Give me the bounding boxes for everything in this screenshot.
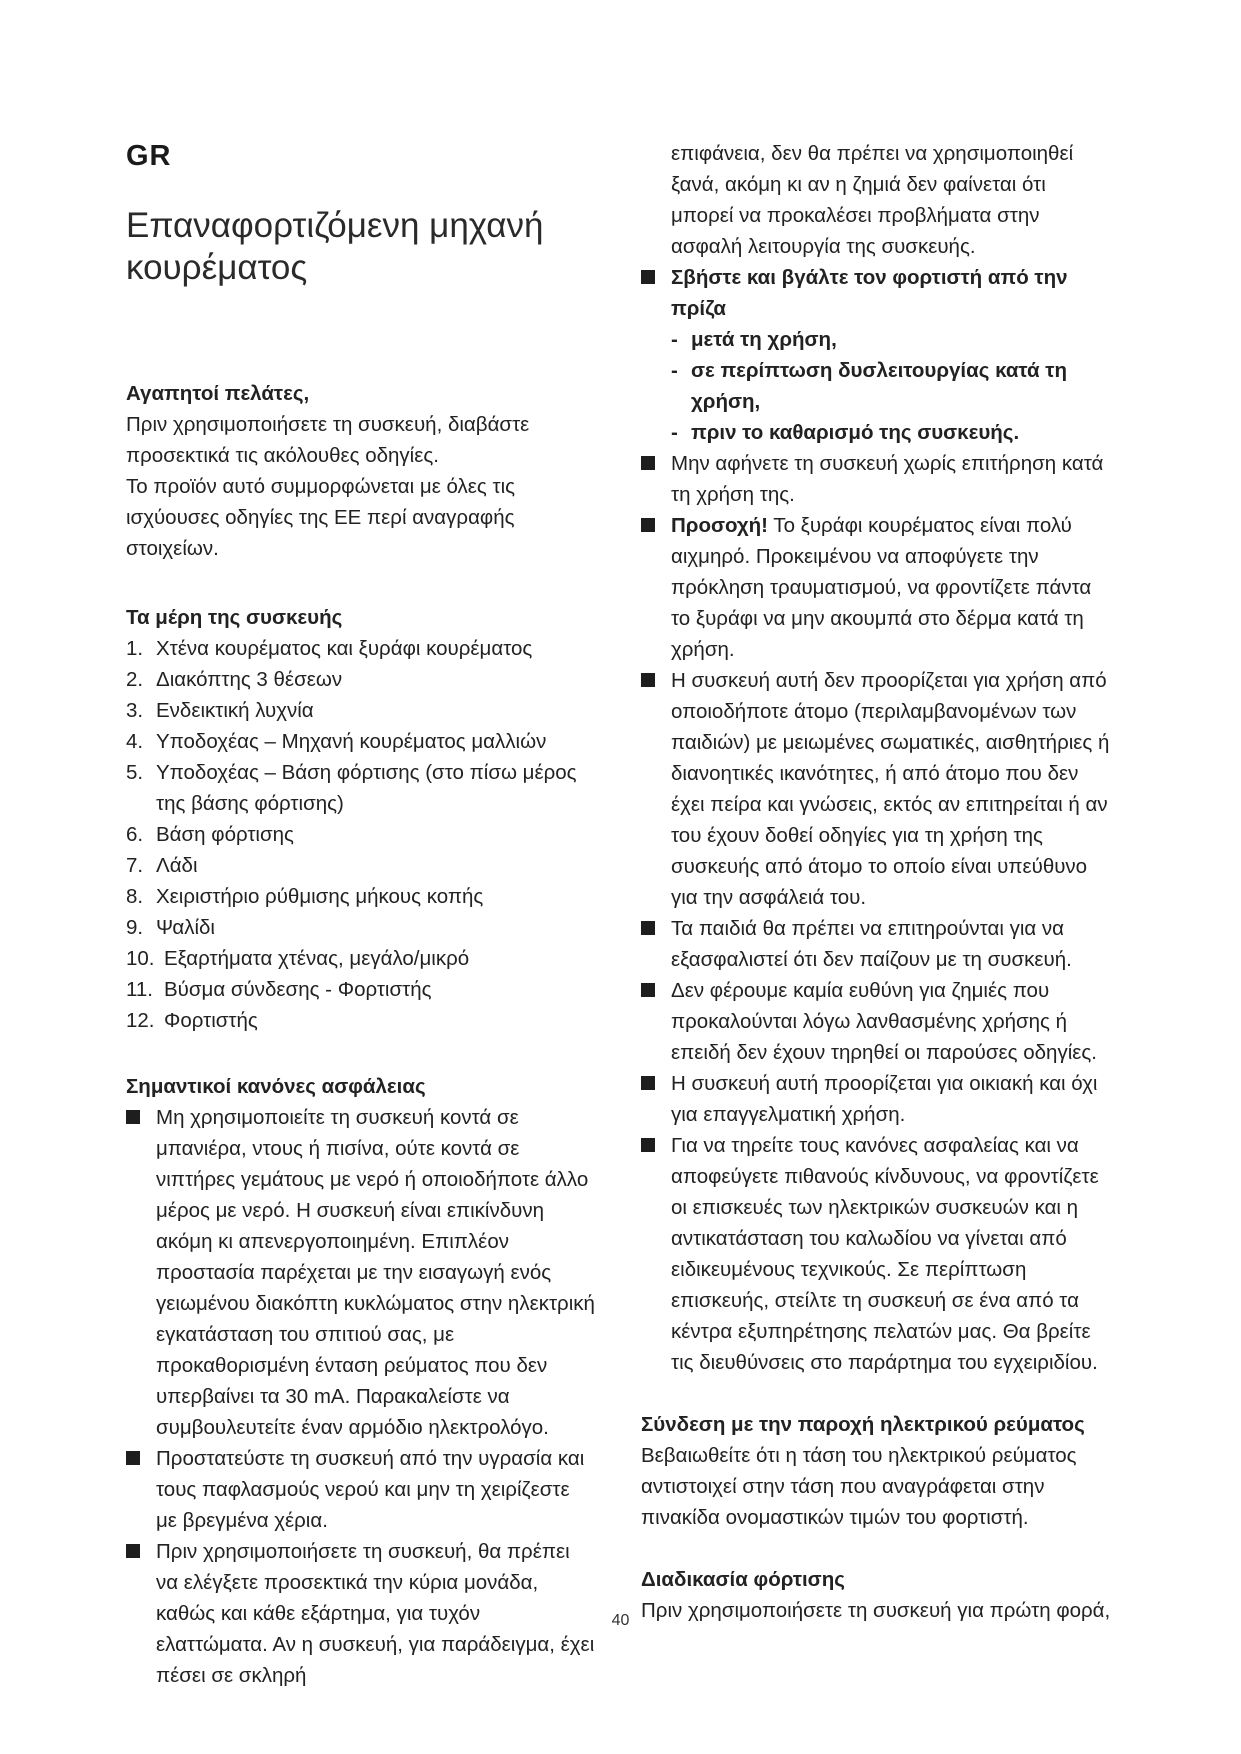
safety-rule-text: Σβήστε και βγάλτε τον φορτιστή από την πρίζα bbox=[671, 266, 1068, 320]
list-item-text: Εξαρτήματα χτένας, μεγάλο/μικρό bbox=[164, 947, 470, 970]
list-item-text: Ενδεικτική λυχνία bbox=[156, 699, 314, 722]
safety-rule-text: Το ξυράφι κουρέματος είναι πολύ αιχμηρό. Προκειμένου να αποφύγετε την πρόκληση τραυματισμού, να φροντίζετε πάντα το ξυράφι να μην ακουμπά στο δέρμα κατά τη χρήση. bbox=[671, 514, 1092, 661]
list-item-number: 4. bbox=[126, 730, 144, 753]
list-item bbox=[641, 1068, 1111, 1130]
dash-item-text: μετά τη χρήση, bbox=[691, 328, 837, 351]
list-item bbox=[126, 757, 596, 819]
list-item-number: 10. bbox=[126, 947, 155, 970]
list-item-number: 5. bbox=[126, 761, 144, 784]
safety-rule-text: επιφάνεια, δεν θα πρέπει να χρησιμοποιηθεί ξανά, ακόμη κι αν η ζημιά δεν φαίνεται ότι μπορεί να προκαλέσει προβλήματα στην ασφαλή λειτουργία της συσκευής. bbox=[671, 142, 1074, 258]
list-item-text: Διακόπτης 3 θέσεων bbox=[156, 668, 343, 691]
list-item-number: 6. bbox=[126, 823, 144, 846]
right-column bbox=[641, 138, 1111, 1626]
parts-heading: Τα μέρη της συσκευής bbox=[126, 606, 343, 629]
safety-rule-text: Δεν φέρουμε καμία ευθύνη για ζημιές που προκαλούνται λόγω λανθασμένης χρήσης ή επειδή δεν έχουν τηρηθεί οι παρούσες οδηγίες. bbox=[671, 979, 1097, 1064]
list-item-number: 1. bbox=[126, 637, 144, 660]
parts-list bbox=[126, 633, 596, 1036]
square-bullet-icon bbox=[641, 673, 655, 687]
list-item bbox=[126, 819, 596, 850]
list-item bbox=[641, 665, 1111, 913]
square-bullet-icon bbox=[641, 456, 655, 470]
list-item bbox=[641, 510, 1111, 665]
unplug-conditions bbox=[641, 324, 1111, 448]
left-column bbox=[126, 378, 596, 1691]
list-item-text: Υποδοχέας – Μηχανή κουρέματος μαλλιών bbox=[156, 730, 547, 753]
list-item bbox=[126, 695, 596, 726]
list-item-number: 2. bbox=[126, 668, 144, 691]
safety-list-right bbox=[641, 138, 1111, 1378]
list-item bbox=[126, 850, 596, 881]
list-item-number: 3. bbox=[126, 699, 144, 722]
safety-rule-text: Τα παιδιά θα πρέπει να επιτηρούνται για να εξασφαλιστεί ότι δεν παίζουν με τη συσκευή. bbox=[671, 917, 1072, 971]
square-bullet-icon bbox=[126, 1451, 140, 1465]
list-item bbox=[126, 664, 596, 695]
language-code: GR bbox=[126, 140, 172, 172]
dash-item-text: σε περίπτωση δυσλειτουργίας κατά τη χρήση, bbox=[691, 359, 1067, 413]
list-item-number: 12. bbox=[126, 1009, 155, 1032]
intro-paragraph-1: Πριν χρησιμοποιήσετε τη συσκευή, διαβάστε προσεκτικά τις ακόλουθες οδηγίες. bbox=[126, 413, 530, 467]
square-bullet-icon bbox=[126, 1110, 140, 1124]
dash-item-text: πριν το καθαρισμό της συσκευής. bbox=[691, 421, 1020, 444]
list-item-text: Ψαλίδι bbox=[156, 916, 215, 939]
list-item bbox=[126, 881, 596, 912]
square-bullet-icon bbox=[641, 983, 655, 997]
power-paragraph: Βεβαιωθείτε ότι η τάση του ηλεκτρικού ρεύματος αντιστοιχεί στην τάση που αναγράφεται στην πινακίδα ονομαστικών τιμών του φορτιστή. bbox=[641, 1444, 1077, 1529]
safety-rule-text: Προστατεύστε τη συσκευή από την υγρασία και τους παφλασμούς νερού και μην τη χειρίζεστε με βρεγμένα χέρια. bbox=[156, 1447, 585, 1532]
intro-paragraph-2: Το προϊόν αυτό συμμορφώνεται με όλες τις ισχύουσες οδηγίες της ΕΕ περί αναγραφής στοιχείων. bbox=[126, 475, 516, 560]
list-item bbox=[641, 913, 1111, 975]
list-item-text: Λάδι bbox=[156, 854, 198, 877]
page-number: 40 bbox=[611, 1612, 630, 1629]
list-item bbox=[641, 448, 1111, 510]
square-bullet-icon bbox=[641, 921, 655, 935]
square-bullet-icon bbox=[641, 270, 655, 284]
list-item bbox=[126, 1005, 596, 1036]
list-item-number: 8. bbox=[126, 885, 144, 908]
square-bullet-icon bbox=[641, 1076, 655, 1090]
dash-bullet: - bbox=[671, 421, 678, 444]
safety-rule-text: Μη χρησιμοποιείτε τη συσκευή κοντά σε μπανιέρα, ντους ή πισίνα, ούτε κοντά σε νιπτήρες γεμάτους με νερό ή οποιοδήποτε άλλο μέρος με νερό. Η συσκευή είναι επικίνδυνη ακόμη κι απενεργοποιημένη. Επιπλέον προστασία παρέχεται με την εισαγωγή ενός γειωμένου διακόπτη κυκλώματος στην ηλεκτρική εγκατάσταση του σπιτιού σας, με προκαθορισμένη ένταση ρεύματος που δεν υπερβαίνει τα 30 mA. Παρακαλείστε να συμβουλευτείτε έναν αρμόδιο ηλεκτρολόγο. bbox=[156, 1106, 595, 1439]
square-bullet-icon bbox=[641, 1138, 655, 1152]
list-item bbox=[641, 1130, 1111, 1378]
safety-rule-text: Για να τηρείτε τους κανόνες ασφαλείας και να αποφεύγετε πιθανούς κίνδυνους, να φροντίζετε οι επισκευές των ηλεκτρικών συσκευών και η αντικατάσταση του καλωδίου να γίνεται από ειδικευμένους τεχνικούς. Σε περίπτωση επισκευής, στείλτε τη συσκευή σε ένα από τα κέντρα εξυπηρέτησης πελατών μας. Θα βρείτε τις διευθύνσεις στο παράρτημα του εγχειριδίου. bbox=[671, 1134, 1099, 1374]
list-item-text: Βύσμα σύνδεσης - Φορτιστής bbox=[164, 978, 432, 1001]
list-item bbox=[641, 355, 1111, 417]
list-item-number: 11. bbox=[126, 978, 153, 1001]
list-item-text: Φορτιστής bbox=[164, 1009, 258, 1032]
page-title: Επαναφορτιζόμενη μηχανή κουρέματος bbox=[126, 206, 544, 287]
warning-label: Προσοχή! bbox=[671, 514, 768, 537]
list-item bbox=[126, 1443, 596, 1536]
list-item-number: 7. bbox=[126, 854, 144, 877]
safety-rule-text: Μην αφήνετε τη συσκευή χωρίς επιτήρηση κατά τη χρήση της. bbox=[671, 452, 1104, 506]
list-item bbox=[126, 726, 596, 757]
list-item bbox=[641, 262, 1111, 448]
list-item bbox=[126, 974, 596, 1005]
square-bullet-icon bbox=[126, 1544, 140, 1558]
list-item-text: Χειριστήριο ρύθμισης μήκους κοπής bbox=[156, 885, 484, 908]
dash-bullet: - bbox=[671, 328, 678, 351]
power-heading: Σύνδεση με την παροχή ηλεκτρικού ρεύματος bbox=[641, 1413, 1085, 1436]
list-item bbox=[126, 633, 596, 664]
charging-heading: Διαδικασία φόρτισης bbox=[641, 1568, 845, 1591]
list-item-continuation bbox=[641, 138, 1111, 262]
list-item bbox=[641, 975, 1111, 1068]
safety-rule-text: Η συσκευή αυτή προορίζεται για οικιακή και όχι για επαγγελματική χρήση. bbox=[671, 1072, 1098, 1126]
list-item bbox=[126, 912, 596, 943]
list-item-text: Υποδοχέας – Βάση φόρτισης (στο πίσω μέρος της βάσης φόρτισης) bbox=[156, 761, 577, 815]
list-item-text: Βάση φόρτισης bbox=[156, 823, 294, 846]
safety-rule-text: Η συσκευή αυτή δεν προορίζεται για χρήση από οποιοδήποτε άτομο (περιλαμβανομένων των παιδιών) με μειωμένες σωματικές, αισθητήριες ή διανοητικές ικανότητες, ή από άτομο που δεν έχει πείρα και γνώσεις, εκτός αν επιτηρείται ή αν του έχουν δοθεί οδηγίες για τη χρήση της συσκευής από άτομο το οποίο είναι υπεύθυνο για την ασφάλειά του. bbox=[671, 669, 1110, 909]
safety-heading: Σημαντικοί κανόνες ασφάλειας bbox=[126, 1075, 426, 1098]
list-item-text: Χτένα κουρέματος και ξυράφι κουρέματος bbox=[156, 637, 533, 660]
dash-bullet: - bbox=[671, 359, 678, 382]
intro-heading: Αγαπητοί πελάτες, bbox=[126, 382, 310, 405]
list-item bbox=[641, 324, 1111, 355]
list-item bbox=[126, 943, 596, 974]
safety-list-left bbox=[126, 1102, 596, 1691]
list-item bbox=[641, 417, 1111, 448]
charging-paragraph: Πριν χρησιμοποιήσετε τη συσκευή για πρώτη φορά, bbox=[641, 1599, 1111, 1622]
square-bullet-icon bbox=[641, 518, 655, 532]
list-item-number: 9. bbox=[126, 916, 144, 939]
list-item bbox=[126, 1102, 596, 1443]
safety-rule-text: Πριν χρησιμοποιήσετε τη συσκευή, θα πρέπει να ελέγξετε προσεκτικά την κύρια μονάδα, καθώς και κάθε εξάρτημα, για τυχόν ελαττώματα. Αν η συσκευή, για παράδειγμα, έχει πέσει σε σκληρή bbox=[156, 1540, 595, 1687]
